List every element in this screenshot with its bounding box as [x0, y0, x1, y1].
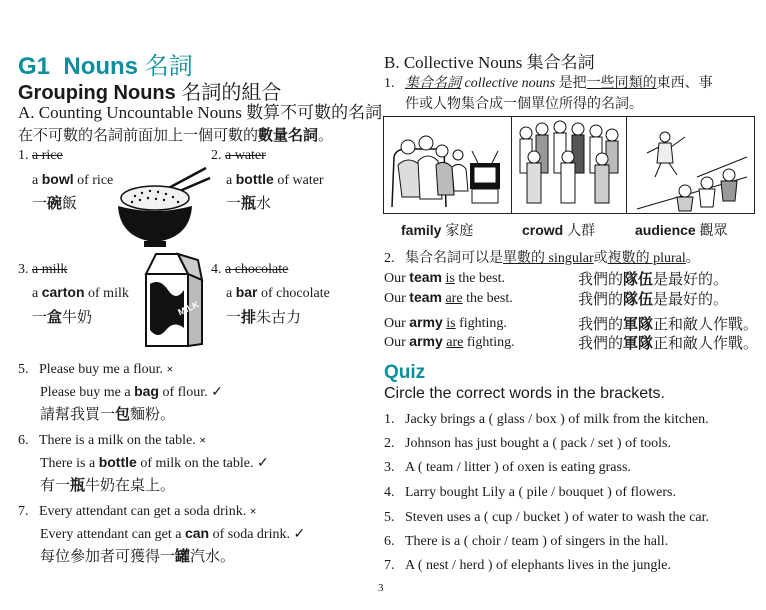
wrong-mark: × [249, 504, 257, 518]
item-1-zh: 一碗飯 [32, 196, 78, 212]
item-4-number: 4. a chocolate [211, 262, 289, 277]
item-1-wrong: a rice [32, 148, 63, 163]
quiz-item-6: 6. There is a ( choir / team ) of singers in the hall. [384, 534, 669, 549]
quiz-item-3: 3. A ( team / litter ) of oxen is eating grass. [384, 460, 631, 475]
quiz-item-5: 5. Steven uses a ( cup / bucket ) of water to wash the car. [384, 510, 710, 525]
item-2-zh: 一瓶水 [226, 196, 272, 212]
quiz-item-1: 1. Jacky brings a ( glass / box ) of milk from the kitchen. [384, 412, 709, 427]
crowd-illustration [512, 117, 626, 213]
example-5-wrong: 5. Please buy me a flour. × [18, 362, 174, 377]
milk-carton-label: MILK [176, 299, 201, 318]
example-7-wrong: 7. Every attendant can get a soda drink. × [18, 504, 257, 519]
item-2-number: 2. a water [211, 148, 266, 163]
pair-4-zh: 我們的軍隊正和敵人作戰。 [578, 336, 759, 352]
chapter-code: G1 [18, 53, 51, 80]
section-b-heading: B. Collective Nouns 集合名詞 [384, 53, 595, 72]
rice-bowl-illustration [110, 158, 215, 253]
section-a-intro [18, 124, 333, 145]
quiz-item-2: 2. Johnson has just bought a ( pack / set ) of tools. [384, 436, 671, 451]
example-6-zh: 有一瓶牛奶在桌上。 [40, 478, 176, 494]
quiz-title: Quiz [384, 362, 426, 383]
example-7-right: Every attendant can get a can of soda drink. ✓ [40, 525, 306, 542]
intro-text: 在不可數的名詞前面加上一個可數的 [18, 128, 259, 144]
pair-3-en: Our army is fighting. [384, 314, 507, 331]
collective-nouns-illustrations [383, 116, 755, 214]
wrong-mark: × [166, 362, 174, 376]
check-mark: ✓ [256, 456, 269, 471]
item-4-wrong: a chocolate [225, 262, 289, 277]
section-heading-en: Grouping Nouns [18, 82, 176, 104]
point-2: 2. 集合名詞可以是單數的 singular或複數的 plural。 [384, 251, 700, 266]
pair-2-en: Our team are the best. [384, 289, 513, 306]
intro-end: 。 [318, 128, 334, 144]
example-5-right: Please buy me a bag of flour. ✓ [40, 383, 223, 400]
item-3-zh: 一盒牛奶 [32, 310, 93, 326]
item-4-phrase: a bar of chocolate [226, 284, 330, 301]
quiz-item-4: 4. Larry bought Lily a ( pile / bouquet ) of flowers. [384, 485, 676, 500]
item-1-number: 1. a rice [18, 148, 63, 163]
audience-illustration [627, 117, 754, 213]
quiz-instruction: Circle the correct words in the brackets. [384, 385, 665, 402]
wrong-mark: × [199, 433, 207, 447]
section-heading-zh: 名詞的組合 [181, 82, 282, 104]
intro-bold: 數量名詞 [258, 128, 319, 144]
pair-1-zh: 我們的隊伍是最好的。 [578, 272, 729, 288]
item-3-phrase: a carton of milk [32, 284, 129, 301]
pair-3-zh: 我們的軍隊正和敵人作戰。 [578, 317, 759, 333]
example-5-zh: 請幫我買一包麵粉。 [40, 407, 176, 423]
pair-1-en: Our team is the best. [384, 269, 505, 286]
check-mark: ✓ [211, 385, 223, 400]
caption-crowd: crowd 人群 [522, 222, 596, 239]
page-number: 3 [378, 582, 384, 594]
quiz-item-7: 7. A ( nest / herd ) of elephants lives in the jungle. [384, 558, 671, 573]
pair-4-en: Our army are fighting. [384, 333, 515, 350]
section-a-heading: A. Counting Uncountable Nouns 數算不可數的名詞 [18, 103, 383, 122]
family-illustration [384, 117, 511, 213]
caption-family: family 家庭 [401, 222, 474, 239]
item-2-wrong: a water [225, 148, 266, 163]
example-6-right: There is a bottle of milk on the table. ✓ [40, 454, 269, 471]
item-3-number: 3. a milk [18, 262, 68, 277]
definition-line-1: 1. 集合名詞 collective nouns 是把一些同類的東西、事 [384, 76, 713, 91]
pair-2-zh: 我們的隊伍是最好的。 [578, 292, 729, 308]
item-2-phrase: a bottle of water [226, 171, 324, 188]
example-6-wrong: 6. There is a milk on the table. × [18, 433, 207, 448]
milk-carton-illustration [138, 250, 206, 352]
check-mark: ✓ [293, 527, 306, 542]
caption-audience: audience 觀眾 [635, 222, 728, 239]
item-1-phrase: a bowl of rice [32, 171, 114, 188]
item-3-wrong: a milk [32, 262, 68, 277]
item-4-zh: 一排朱古力 [226, 310, 302, 326]
chapter-title-en: Nouns [63, 53, 139, 80]
definition-line-2: 件或人物集合成一個單位所得的名詞。 [405, 97, 643, 112]
chapter-title-zh: 名詞 [144, 54, 193, 80]
example-7-zh: 每位參加者可獲得一罐汽水。 [40, 549, 236, 565]
